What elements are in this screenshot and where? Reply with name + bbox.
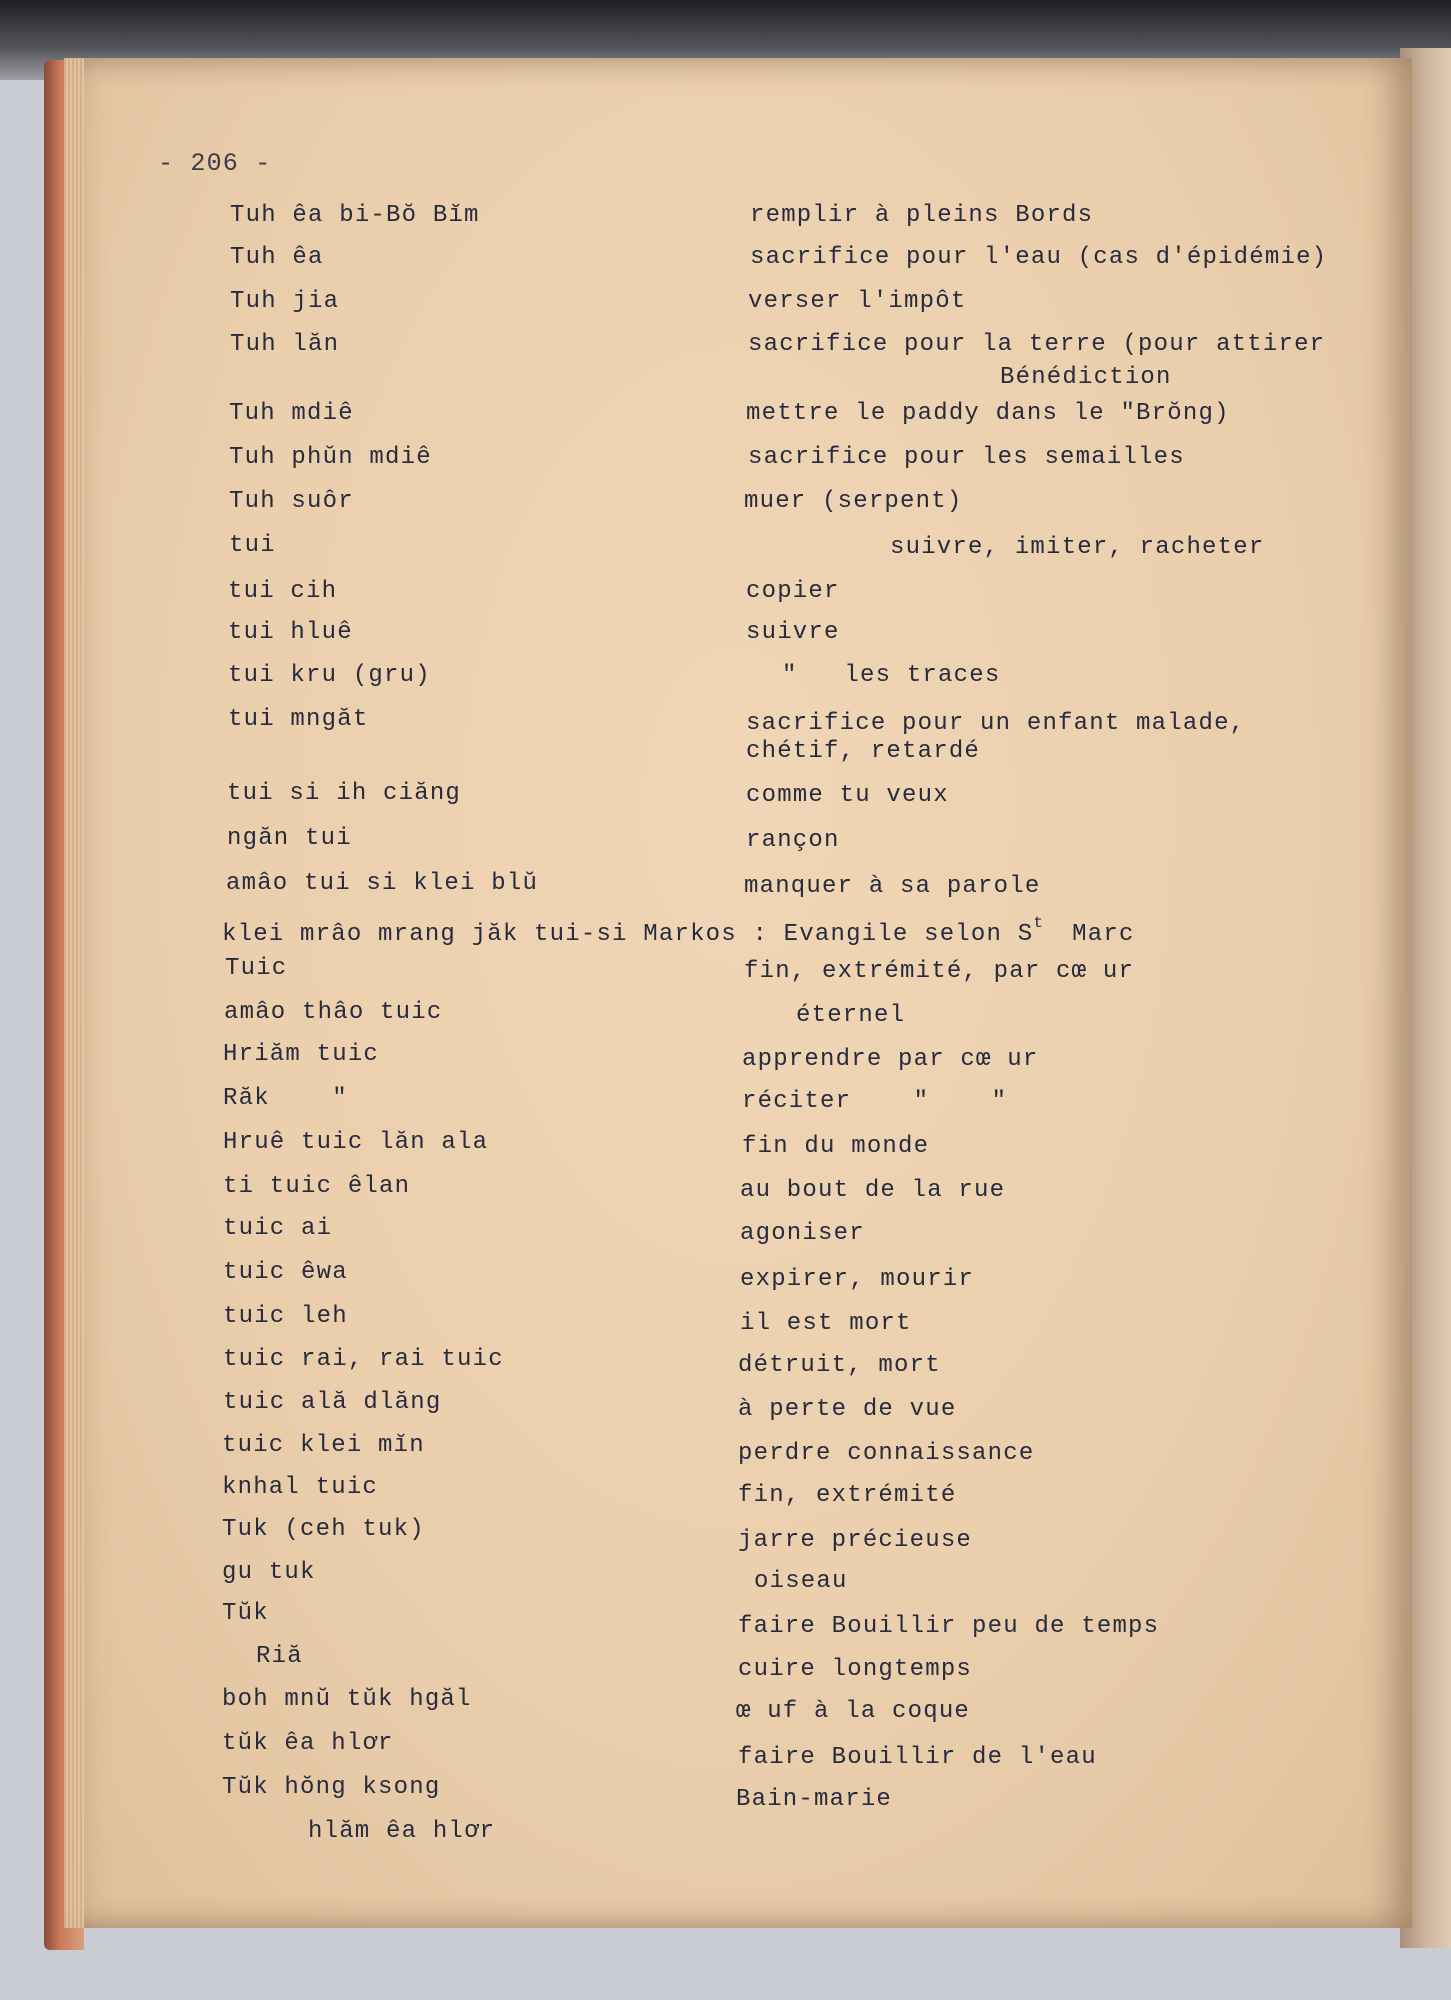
meaning: sacrifice pour la terre (pour attirer (748, 331, 1326, 358)
term: Tŭk (222, 1600, 269, 1627)
meaning: sacrifice pour l'eau (cas d'épidémie) (750, 244, 1328, 271)
meaning: Marc (1072, 921, 1135, 948)
meaning: sacrifice pour un enfant malade, (746, 710, 1246, 737)
meaning: copier (746, 578, 840, 605)
meaning: cuire longtemps (738, 1656, 973, 1683)
term: amâo tui si klei blŭ (226, 870, 539, 897)
meaning: Bain-marie (736, 1786, 893, 1813)
term: Răk " (223, 1085, 348, 1112)
term-text: klei mrâo mrang jăk tui-si Markos : Evangile selon S (222, 921, 1034, 948)
meaning: au bout de la rue (740, 1177, 1006, 1204)
term: Tuh suôr (229, 488, 354, 515)
meaning: manquer à sa parole (744, 873, 1041, 900)
superscript: t (1033, 914, 1045, 932)
term: tui (229, 532, 276, 559)
term: Riă (256, 1643, 303, 1670)
meaning: comme tu veux (746, 782, 949, 809)
meaning: mettre le paddy dans le "Brŏng) (746, 400, 1230, 427)
term: ngăn tui (227, 825, 352, 852)
meaning: " les traces (782, 662, 1001, 689)
term: amâo thâo tuic (224, 999, 443, 1026)
page-stack-edge (64, 58, 84, 1928)
term: tui si ih ciăng (227, 780, 462, 807)
meaning: expirer, mourir (740, 1266, 975, 1293)
term: tuic rai, rai tuic (223, 1346, 504, 1373)
meaning: muer (serpent) (744, 488, 963, 515)
meaning: rançon (746, 827, 840, 854)
term: Tuk (ceh tuk) (222, 1516, 425, 1543)
meaning: il est mort (740, 1310, 912, 1337)
meaning: détruit, mort (738, 1352, 941, 1379)
meaning: suivre (746, 619, 840, 646)
term: tuic klei mĭn (222, 1432, 425, 1459)
term: knhal tuic (222, 1474, 379, 1501)
term: hlăm êa hlơr (308, 1818, 496, 1845)
meaning: faire Bouillir de l'eau (738, 1744, 1097, 1771)
meaning: verser l'impôt (748, 288, 967, 315)
term: tuic ală dlăng (223, 1389, 442, 1416)
term: tuic êwa (223, 1259, 348, 1286)
term: tui cih (228, 578, 338, 605)
meaning: jarre précieuse (738, 1527, 973, 1554)
term: tui kru (gru) (228, 662, 431, 689)
meaning: fin, extrémité, par cœ ur (744, 958, 1135, 985)
meaning: perdre connaissance (738, 1440, 1035, 1467)
term: Tuh êa bi-Bŏ Bĭm (230, 202, 480, 229)
term: boh mnŭ tŭk hgăl (222, 1686, 472, 1713)
term: Tuh êa (230, 244, 324, 271)
meaning: fin, extrémité (738, 1482, 957, 1509)
meaning: éternel (796, 1002, 906, 1029)
term: ti tuic êlan (223, 1173, 411, 1200)
term: tui mngăt (228, 706, 369, 733)
term: Tuic (225, 955, 288, 982)
page-number: - 206 - (158, 149, 272, 178)
term: Tuh jia (230, 288, 340, 315)
term: Tuh lăn (230, 331, 340, 358)
meaning: sacrifice pour les semailles (748, 444, 1185, 471)
meaning: réciter " " (742, 1088, 1008, 1115)
term: tuic ai (223, 1215, 333, 1242)
meaning: suivre, imiter, racheter (890, 534, 1265, 561)
term: Tŭk hŏng ksong (222, 1774, 441, 1801)
meaning: à perte de vue (738, 1396, 957, 1423)
meaning: fin du monde (742, 1133, 930, 1160)
meaning: apprendre par cœ ur (742, 1046, 1039, 1073)
term: tui hluê (228, 619, 353, 646)
term: Hruê tuic lăn ala (223, 1129, 489, 1156)
meaning: faire Bouillir peu de temps (738, 1613, 1160, 1640)
meaning-continuation: chétif, retardé (746, 738, 981, 765)
meaning: oiseau (754, 1568, 848, 1595)
term: gu tuk (222, 1559, 316, 1586)
term-wide (222, 913, 1135, 949)
meaning-continuation: Bénédiction (1000, 364, 1172, 391)
term: Tuh mdiê (229, 400, 354, 427)
meaning: œ uf à la coque (736, 1698, 971, 1725)
term: Hriăm tuic (223, 1041, 380, 1068)
term: tŭk êa hlơr (222, 1730, 394, 1757)
meaning: remplir à pleins Bords (750, 202, 1094, 229)
meaning: agoniser (740, 1220, 865, 1247)
term: Tuh phŭn mdiê (229, 444, 432, 471)
term: tuic leh (223, 1303, 348, 1330)
